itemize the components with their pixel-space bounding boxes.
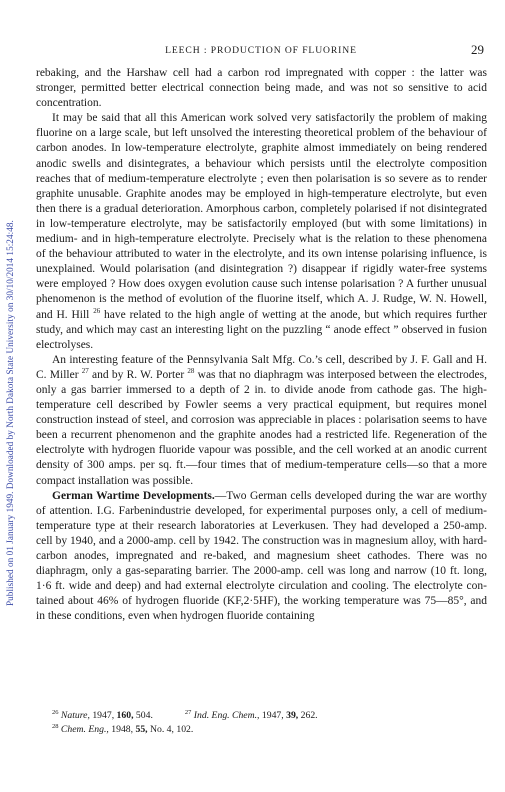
paragraph: [36, 353, 487, 489]
page-header: [36, 42, 486, 58]
footnotes: [52, 709, 482, 737]
footnote-line: [52, 723, 482, 737]
footnote-pages: 262.: [298, 710, 318, 721]
footnote-year: 1948,: [108, 724, 136, 735]
footnote-pages: 504.: [133, 710, 153, 721]
footnote-volume: 160,: [116, 710, 134, 721]
footnote-number: 28: [52, 722, 59, 730]
citation-ref: 27: [81, 367, 89, 376]
footnote-journal: Chem. Eng.,: [60, 724, 109, 735]
footnote-number: 27: [184, 708, 192, 716]
footnote-27: [185, 709, 318, 723]
citation-ref: 28: [187, 367, 195, 376]
footnote-volume: 39,: [286, 710, 299, 721]
download-watermark: [3, 66, 17, 606]
paragraph-text: have related to the high angle of wetting at the anode, but which requires further study, and which may cast an interesting light on the puzzling “ anode effect ” observed in fusion electrolyses.: [36, 308, 487, 351]
citation-ref: 26: [93, 306, 101, 315]
download-watermark-text: Published on 01 January 1949. Downloaded by North Dakota State University on 30/10/2014 15:24:48.: [5, 220, 15, 606]
paragraph: [36, 111, 487, 353]
paragraph-text: rebaking, and the Harshaw cell had a carbon rod impregnated with copper : the latter was stronger, permitted better electrical connection being made, and was not so sensitive to acid concentration.: [36, 67, 487, 110]
footnote-volume: 55,: [135, 724, 148, 735]
footnote-pages: No. 4, 102.: [147, 724, 194, 735]
footnote-journal: Ind. Eng. Chem.,: [193, 710, 260, 721]
page-number: 29: [471, 42, 484, 57]
paragraph: [36, 489, 487, 625]
footnote-year: 1947,: [89, 710, 117, 721]
paragraph-text: —Two German cells developed during the war are worthy of attention. I.G. Farbenindustrie developed, for experimental purposes only, a cell of medium-temperature type at their research laboratories at Leverkusen. They had developed a 250-amp. cell by 1940, and a 2000-amp. cell by 1942. The construction was in magnesium alloy, with hard-carbon anodes, impregnated and re-baked, and magnesium sheet cathodes. There was no diaphragm, only a gas-separating barrier. The 2000-amp. cell was long and narrow (10 ft. long, 1·6 ft. wide and deep) and had external electrolyte circulation and cooling. The electrolyte contained about 46% of hydrogen fluoride (KF,2·5HF), the working temperature was 75—85°, and in these conditions, even when hydrogen fluoride containing: [36, 489, 488, 623]
section-heading: German Wartime Developments.: [52, 489, 215, 502]
footnote-26: [52, 709, 153, 723]
footnote-number: 26: [52, 708, 59, 716]
footnote-year: 1947,: [259, 710, 287, 721]
paragraph-text: An interesting feature of the Pennsylvania Salt Mfg. Co.’s cell, described by J. F. Gall and H. C. Miller: [36, 353, 487, 381]
footnote-28: [52, 723, 193, 737]
running-head: LEECH : PRODUCTION OF FLUORINE: [165, 45, 357, 56]
paragraph-text: It may be said that all this American work solved very satisfactorily the problem of making fluorine on a large scale, but left unsolved the interesting theoretical problem of the behaviour of carbon anodes. In low-temperature electrolyte, graphite almost immediately on being rendered anodic swells and disintegrates, a behaviour which persists until the electrolyte composition reaches that of medium-temperature electrolyte ; even then polarisation is so severe as to render graphite unusable. Graphite anodes may be employed in high-temperature electrolyte, but even then there is a gradual deterioration. Amorphous carbon, completely polarised if not disintegrated in low-temperature electrolyte, may be satisfactorily employed (but with some limitations) in medium- and in high-temperature electrolyte. Precisely what is the relation to these phenomena of the behaviour attributed to water in the electrolyte, and its own intense polarising influence, is unexplained. Would polarisation (and disintegration ?) disappear if rigidly water-free systems were employed ? How does oxygen evolution cause such intense polarisation ? A further unusual phenomenon is the method of evolution of the fluorine itself, which A. J. Rudge, W. N. Howell, and H. Hill: [36, 112, 487, 321]
paragraph-text: and by R. W. Porter: [88, 368, 188, 381]
article-body: [36, 66, 487, 624]
paragraph-text: was that no diaphragm was interposed between the electrodes, only a gas barrier immersed to a depth of 2 in. to divide anode from cathode gas. The high-temperature cell described by Fowler seems a very practical equipment, but requires monel construction instead of steel, and corrosion was appreciable in places : polarisation seems to have been a recurrent phenomenon and the graphite anodes had a restricted life. Regeneration of the electrolyte with hydrogen fluoride vapour was possible, and the cell worked at an anodic current density of 300 amps. per sq. ft.—four times that of medium-temperature cells—so that a more compact installation was possible.: [36, 368, 487, 487]
paragraph: [36, 66, 487, 111]
footnote-journal: Nature,: [60, 710, 90, 721]
footnote-line: [52, 709, 482, 723]
